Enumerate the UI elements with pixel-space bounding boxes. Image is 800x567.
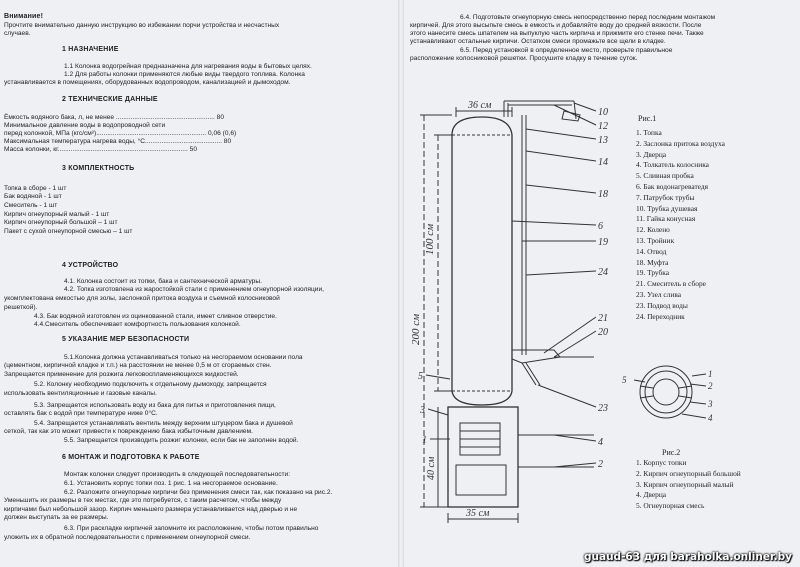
spec-line: Максимальная температура нагрева воды, °С.......................................... 80 [4,138,232,145]
callout-13: 13 [598,135,608,146]
warning-title: Внимание! [4,13,44,20]
legend-item: 14. Отвод [636,246,667,256]
section-line: Монтаж колонки следует производить в следующей последовательности: [64,471,291,478]
legend-item: 23. Подвод воды [636,300,688,310]
section-line: уложить их в обратной последовательности с применением огнеупорной смеси. [4,534,251,541]
legend-item: 5. Огнеупорная смесь [636,501,705,511]
legend-item: 23. Узел слива [636,289,681,299]
callout-14: 14 [598,157,608,168]
figure-2-legend [636,458,741,512]
section-line: решеткой). [4,304,38,311]
section-line: 4.4.Смеситель обеспечивает комфортность пользования колонкой. [34,321,241,328]
warning-line: Прочтите внимательно данную инструкцию во избежании порчи устройства и несчастных [4,22,280,29]
legend-item: 4. Толкатель колосника [636,160,709,170]
legend-item: 13. Тройник [636,235,675,245]
fig2-label-2: 2 [708,381,713,391]
warning-line: случаев. [4,30,31,37]
section-line: 4.3. Бак водяной изготовлен из оцинкованной стали, имеет сливное отверстие. [34,313,277,320]
section-title-3: 3 КОМПЛЕКТНОСТЬ [62,165,135,172]
dim-base-height: 40 см [426,456,437,480]
spec-line: Минимальное давление воды в водопроводной сети [4,122,166,129]
mounting-line: 6.5. Перед установкой в определенное место, проверьте правильное [460,47,673,54]
spec-line: перед колонкой, МПа (кгс/см²)............................................................ 0,06 (0,6) [4,130,237,137]
section-line: 4.1. Колонка состоит из топки, бака и сантехнической арматуры. [64,278,262,285]
kit-line: Топка в сборе - 1 шт [4,185,67,192]
kit-line: Кирпич огнеупорный большой – 1 шт [4,219,118,226]
mounting-line: кирпичей. Для этого высыпьте смесь в емкость и добавляйте воду до средней вязкости. После [410,22,702,29]
callout-21: 21 [598,313,608,324]
section-line: 5.1.Колонка должна устанавливаться только на несгораемом основании пола [64,354,303,361]
callout-6: 6 [598,221,603,232]
kit-line: Смеситель - 1 шт [4,202,58,209]
fig2-label-3: 3 [708,399,713,409]
dim-total-height: 200 см [410,313,422,345]
section-line: 5.5. Запрещается производить розжиг колонки, если бак не заполнен водой. [64,437,299,444]
spec-line: Масса колонки, кг....................................................................... 50 [4,146,197,153]
legend-item: 2. Кирпич огнеупорный большой [636,468,741,478]
section-line: 6.2. Разложите огнеупорные кирпичи без применения смеси так, как показано на рис.2. [64,489,333,496]
mounting-line: этого нанесите смесь шпателем на выпуклую часть кирпича и прижмите его стенке печи. Также [410,30,704,37]
mounting-line: расположение колосниковой решетки. Просушите кладку в течение суток. [410,55,638,62]
section-line: должен выступать за ее размеры. [4,514,109,521]
legend-item: 5. Сливная пробка [636,171,694,181]
right-page [404,0,800,567]
figure-1-legend [636,128,725,322]
legend-item: 1. Топка [636,128,662,137]
callout-20: 20 [598,327,608,338]
legend-item: 6. Бак водонагреватедя [636,181,709,191]
callout-1: 1 [422,435,427,446]
callout-2: 2 [598,459,603,470]
legend-item: 12. Колено [636,225,670,235]
dim-top-width: 36 см [468,100,492,111]
section-title-6: 6 МОНТАЖ И ПОДГОТОВКА К РАБОТЕ [62,454,200,461]
legend-item: 19. Трубка [636,268,670,278]
spec-line: Ёмкость водяного бака, л, не менее ...................................................... 80 [4,114,224,121]
callout-19: 19 [598,237,608,248]
legend-item: 11. Гайка конусная [636,214,696,224]
fig2-label-4: 4 [708,413,713,423]
legend-item: 1. Корпус топки [636,458,687,467]
figure-2-title: Рис.2 [662,448,681,457]
section-line: укомплектована емкостью для золы, заслонкой притока воздуха и съемной колосниковой [4,295,280,302]
legend-item: 3. Дверца [636,149,667,159]
section-line: 4.2. Топка изготовлена из жаростойкой стали с применением огнеупорной изоляции, [64,286,324,293]
dim-tank-height: 100 см [424,223,436,255]
section-line: (цементном, кирпичной кладке и т.п.) на расстоянии не менее 0,5 м от сгораемых стен. [4,362,272,369]
kit-line: Кирпич огнеупорный малый - 1 шт [4,211,110,218]
callout-23: 23 [598,403,608,414]
dim-bottom-width: 35 см [466,508,490,519]
section-line: оставлять бак с водой при температуре ниже 0°С. [4,410,158,417]
kit-line: Пакет с сухой огнеупорной смесью – 1 шт [4,228,133,235]
mounting-line: устанавливают остальные кирпичи. Остатком смеси промажьте все щели в кладке. [410,38,666,45]
legend-item: 24. Переходник [636,311,685,321]
section-line: 6.1. Установить корпус топки поз. 1 рис. 1 на несгораемое основание. [64,480,278,487]
section-line: устанавливается в помещениях, оборудованных водопроводом, канализацией и дымоходом. [4,79,291,86]
section-title-4: 4 УСТРОЙСТВО [62,262,119,269]
mounting-line: 6.4. Подготовьте огнеупорную смесь непосредственно перед последним монтажом [460,14,716,21]
figure-2-drawing [620,362,730,424]
section-line: 1.2 Для работы колонки применяются любые виды твердого топлива. Колонка [64,71,305,78]
figure-1-title: Рис.1 [638,114,657,123]
section-line: Запрещается применение для розжига легковоспламеняющихся жидкостей. [4,371,239,378]
callout-12: 12 [598,121,608,132]
section-line: 5.2. Колонку необходимо подключить к отдельному дымоходу, запрещается [34,381,267,388]
legend-item: 10. Трубка душевая [636,203,698,213]
callout-3: 3 [420,405,425,416]
section-title-1: 1 НАЗНАЧЕНИЕ [62,46,119,53]
callout-5: 5 [418,371,423,382]
section-line: кирпичами был небольшой зазор. Кирпич меньшего размера устанавливается над дверью и не [4,506,298,513]
legend-item: 2. Заслонка притока воздуха [636,138,725,148]
section-line: сеткой, так как это может привести к повреждению бака избыточным давлением. [4,428,253,435]
section-line: использовать вентиляционные и газовые каналы. [4,390,157,397]
section-line: Уменьшить их размеры в тех местах, где это потребуется, с таким расчетом, чтобы между [4,497,282,504]
legend-item: 18. Муфта [636,257,669,267]
legend-item: 7. Патрубок трубы [636,192,695,202]
legend-item: 4. Дверца [636,490,667,500]
legend-item: 3. Кирпич огнеупорный малый [636,479,734,489]
watermark: guaud-63 для baraholka.onliner.by [584,551,792,563]
section-line: 5.4. Запрещается устанавливать вентиль между верхним штуцером бака и душевой [34,420,293,427]
kit-line: Бак водяной - 1 шт [4,193,62,200]
callout-10: 10 [598,107,608,118]
section-title-2: 2 ТЕХНИЧЕСКИЕ ДАННЫЕ [62,96,158,103]
legend-item: 21. Смеситель в сборе [636,279,706,289]
section-line: 6.3. При раскладке кирпичей запомните их расположение, чтобы потом правильно [64,525,319,532]
figure-1-drawing [404,95,624,525]
section-line: 1.1 Колонка водогрейная предназначена для нагревания воды в бытовых целях. [64,63,312,70]
section-line: 5.3. Запрещается использовать воду из бака для питья и приготовления пищи, [34,402,276,409]
callout-24: 24 [598,267,608,278]
callout-18: 18 [598,189,608,200]
fig2-label-5: 5 [622,375,627,385]
callout-4: 4 [598,437,603,448]
left-page [0,0,398,567]
fig2-label-1: 1 [708,369,713,379]
section-title-5: 5 УКАЗАНИЕ МЕР БЕЗОПАСНОСТИ [62,336,190,343]
